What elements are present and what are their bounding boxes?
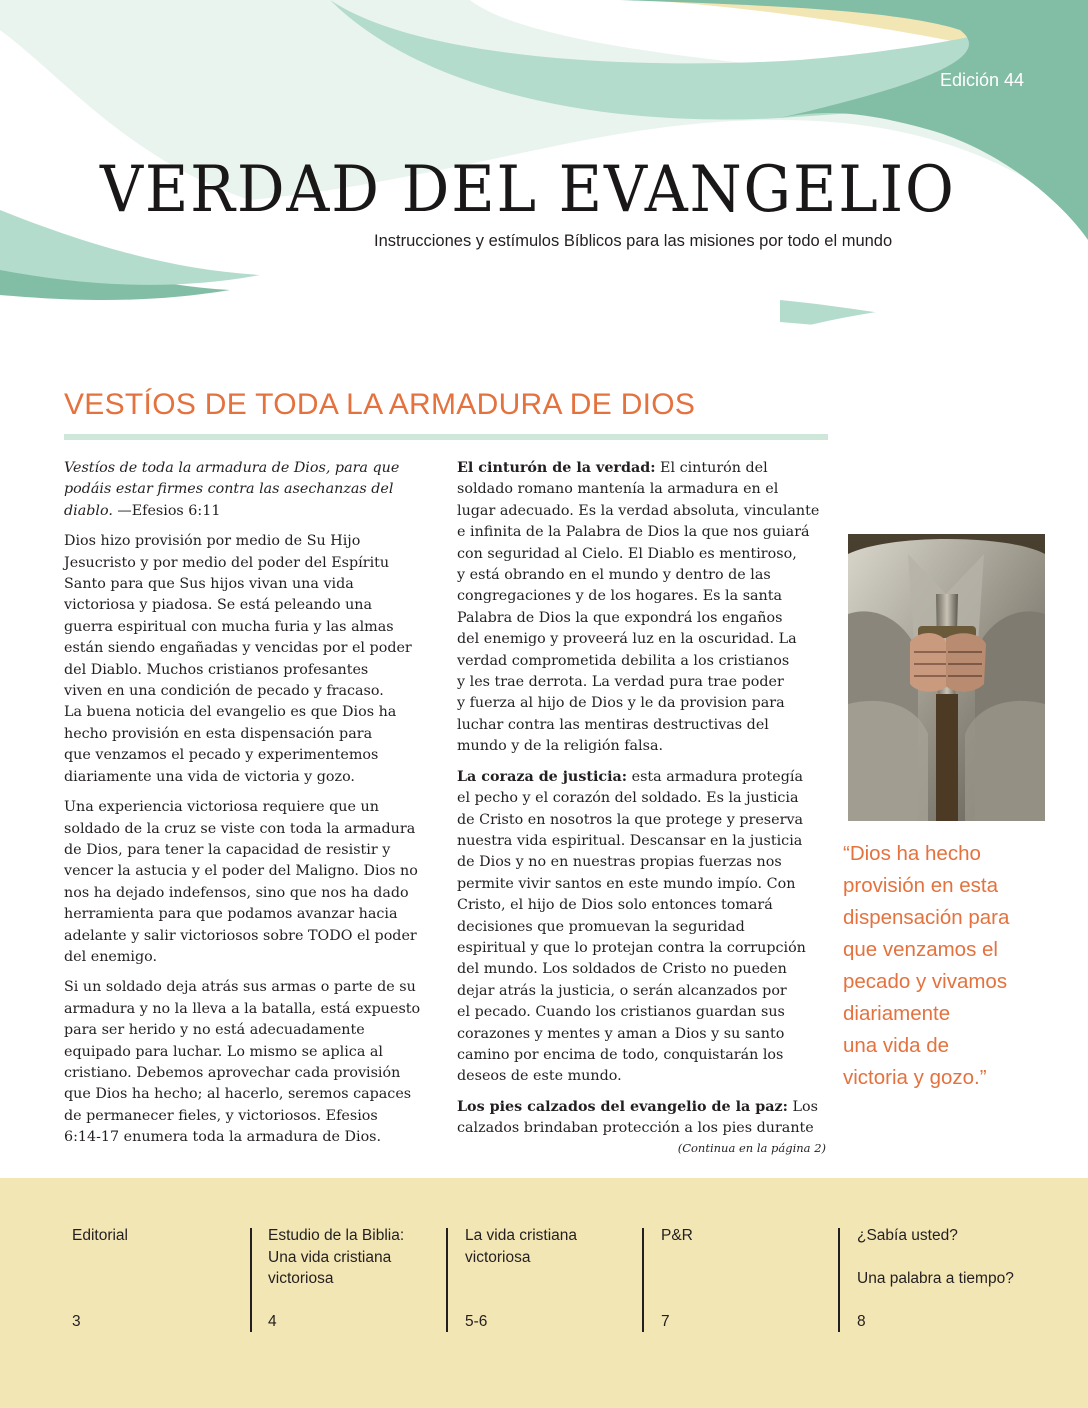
toc-divider: [446, 1228, 448, 1332]
article-column-1: [64, 458, 434, 1158]
text-line: Cristo, el hijo de Dios solo entonces tomará: [457, 897, 773, 914]
toc-label: Una palabra a tiempo?: [857, 1270, 1014, 1287]
text-line: de Cristo en nosotros la que protege y preserva: [457, 811, 804, 828]
section-breastplate: [457, 767, 833, 1088]
text-line: deseos de este mundo.: [457, 1068, 622, 1085]
text-line: vencer la astucia y el poder del Maligno. Dios no: [64, 863, 418, 880]
text-line: dejar atrás la justicia, o serán alcanzados por: [457, 982, 787, 999]
scripture-reference: —Efesios 6:11: [112, 502, 221, 519]
toc-label: La vida cristiana: [465, 1227, 578, 1244]
toc-item-christian-life[interactable]: [465, 1225, 635, 1333]
toc-label: P&R: [661, 1227, 693, 1244]
text-line: herramienta para que podamos avanzar hacia: [64, 906, 398, 923]
text-line: nuestra vida espiritual. Descansar en la justicia: [457, 832, 803, 849]
text-line: de Dios y no en nuestras propias fuerzas nos: [457, 854, 782, 871]
pull-quote: [843, 838, 1063, 1094]
text-line: guerra espiritual con mucha furia y las almas: [64, 618, 394, 635]
text-line: cristiano. Debemos aprovechar cada provisión: [64, 1064, 401, 1081]
text-line: verdad comprometida debilita a los cristianos: [457, 652, 790, 669]
toc-label: Editorial: [72, 1227, 128, 1244]
text-line: con seguridad al Cielo. El Diablo es mentiroso,: [457, 545, 797, 562]
edition-number: Edición 44: [939, 70, 1024, 90]
toc-item-bible-study[interactable]: [268, 1225, 438, 1333]
quote-line: que venzamos el: [843, 938, 998, 961]
toc-label: victoriosa: [268, 1270, 334, 1287]
text-line: Los: [787, 1098, 818, 1115]
toc-page-number: 4: [268, 1313, 277, 1330]
toc-page-number: 7: [661, 1313, 670, 1330]
text-line: el pecado. Cuando los cristianos guardan sus: [457, 1004, 785, 1021]
text-line: del enemigo.: [64, 948, 158, 965]
text-line: soldado de la cruz se viste con toda la armadura: [64, 820, 416, 837]
text-line: viven en una condición de pecado y fracaso.: [64, 683, 384, 700]
text-line: luchar contra las mentiras destructivas del: [457, 716, 769, 733]
paragraph: [64, 531, 434, 788]
text-line: El cinturón del: [655, 460, 768, 476]
toc-item-qa[interactable]: [661, 1225, 831, 1333]
text-line: hecho provisión en esta dispensación para: [64, 725, 373, 742]
toc-label: Estudio de la Biblia:: [268, 1227, 405, 1244]
newsletter-tagline: Instrucciones y estímulos Bíblicos para las misiones por todo el mundo: [374, 232, 893, 250]
text-line: equipado para luchar. Lo mismo se aplica al: [64, 1043, 383, 1060]
text-line: corazones y mentes y aman a Dios y su santo: [457, 1025, 785, 1042]
article-column-2: [457, 458, 833, 1149]
text-line: de permanecer fieles, y victoriosos. Efesios: [64, 1107, 378, 1124]
text-line: nos ha dejado indefensos, sino que nos ha dado: [64, 884, 409, 901]
section-heading: El cinturón de la verdad:: [457, 460, 656, 476]
text-line: el pecho y el corazón del soldado. Es la justicia: [457, 790, 799, 807]
section-feet-shod: [457, 1097, 833, 1140]
toc-divider: [642, 1228, 644, 1332]
text-line: y fuerza al hijo de Dios y le da provision para: [457, 695, 785, 712]
paragraph: [64, 797, 434, 968]
quote-line: una vida de: [843, 1034, 950, 1057]
text-line: del enemigo y proveerá luz en la oscuridad. La: [457, 631, 797, 648]
toc-page-number: 5-6: [465, 1313, 488, 1330]
quote-line: “Dios ha hecho: [843, 842, 981, 865]
text-line: diariamente una vida de victoria y gozo.: [64, 768, 355, 785]
text-line: para ser herido y no está adecuadamente: [64, 1022, 365, 1039]
toc-label: Una vida cristiana: [268, 1248, 392, 1266]
text-line: soldado romano mantenía la armadura en el: [457, 481, 779, 498]
section-belt-of-truth: [457, 458, 833, 758]
text-line: están siendo engañadas y vencidas por el poder: [64, 640, 412, 657]
quote-line: diariamente: [843, 1002, 951, 1025]
toc-page-number: 3: [72, 1313, 81, 1330]
text-line: Una experiencia victoriosa requiere que un: [64, 799, 379, 816]
toc-label: ¿Sabía usted?: [857, 1227, 958, 1244]
text-line: calzados brindaban protección a los pies durante: [457, 1120, 814, 1137]
text-line: camino por encima de todo, conquistarán los: [457, 1046, 784, 1063]
quote-line: pecado y vivamos: [843, 970, 1008, 993]
text-line: del Diablo. Muchos cristianos profesantes: [64, 661, 369, 678]
text-line: Jesucristo y por medio del poder del Espíritu: [64, 554, 390, 571]
text-line: Dios hizo provisión por medio de Su Hijo: [64, 533, 361, 550]
text-line: Palabra de Dios la que expondrá los engaños: [457, 609, 783, 626]
section-heading: Los pies calzados del evangelio de la paz:: [457, 1098, 788, 1115]
text-line: Santo para que Sus hijos vivan una vida: [64, 576, 354, 593]
toc-label: [857, 1247, 1057, 1269]
toc-item-editorial[interactable]: [72, 1225, 242, 1333]
text-line: congregaciones y de los hogares. Es la santa: [457, 588, 783, 605]
paragraph: [64, 977, 434, 1148]
lead-line: podáis estar firmes contra las asechanzas del: [64, 481, 394, 498]
text-line: que Dios ha hecho; al hacerlo, seremos capaces: [64, 1086, 412, 1103]
text-line: armadura y no la lleva a la batalla, está expuesto: [64, 1000, 421, 1017]
section-heading: La coraza de justicia:: [457, 768, 628, 785]
text-line: adelante y salir victoriosos sobre TODO el poder: [64, 927, 417, 944]
text-line: e infinita de la Palabra de Dios la que nos guiará: [457, 524, 810, 541]
text-line: y les trae derrota. La verdad pura trae poder: [457, 674, 784, 691]
headline-divider: [64, 434, 828, 440]
quote-line: provisión en esta: [843, 874, 998, 897]
text-line: y está obrando en el mundo y dentro de las: [457, 567, 771, 584]
text-line: permite vivir santos en este mundo impío. Con: [457, 875, 796, 892]
scripture-lead: [64, 458, 434, 522]
text-line: mundo y de la religión falsa.: [457, 738, 664, 755]
armor-photo: [848, 534, 1045, 821]
toc-divider: [250, 1228, 252, 1332]
continued-note: (Continua en la página 2): [677, 1141, 826, 1155]
text-line: victoriosa y piadosa. Se está peleando una: [64, 597, 373, 614]
text-line: lugar adecuado. Es la verdad absoluta, vinculante: [457, 502, 820, 519]
quote-line: victoria y gozo.”: [843, 1066, 987, 1089]
quote-line: dispensación para: [843, 906, 1010, 929]
toc-divider: [838, 1228, 840, 1332]
text-line: esta armadura protegía: [627, 768, 803, 785]
article-headline: VESTÍOS DE TODA LA ARMADURA DE DIOS: [64, 388, 696, 421]
text-line: 6:14-17 enumera toda la armadura de Dios.: [64, 1129, 382, 1146]
toc-item-did-you-know[interactable]: [857, 1225, 1057, 1333]
text-line: que venzamos el pecado y experimentemos: [64, 747, 379, 764]
text-line: Si un soldado deja atrás sus armas o parte de su: [64, 979, 416, 996]
text-line: La buena noticia del evangelio es que Dios ha: [64, 704, 397, 721]
text-line: espiritual y que lo protejan contra la corrupción: [457, 939, 806, 956]
newsletter-title: VERDAD DEL EVANGELIO: [100, 153, 956, 227]
lead-line: diablo.: [64, 502, 113, 519]
toc-page-number: 8: [857, 1313, 866, 1330]
toc-label: victoriosa: [465, 1248, 531, 1266]
text-line: decisiones que promuevan la seguridad: [457, 918, 745, 935]
lead-line: Vestíos de toda la armadura de Dios, para que: [64, 460, 400, 476]
text-line: de Dios, para tener la capacidad de resistir y: [64, 841, 391, 858]
text-line: del mundo. Los soldados de Cristo no pueden: [457, 961, 787, 978]
